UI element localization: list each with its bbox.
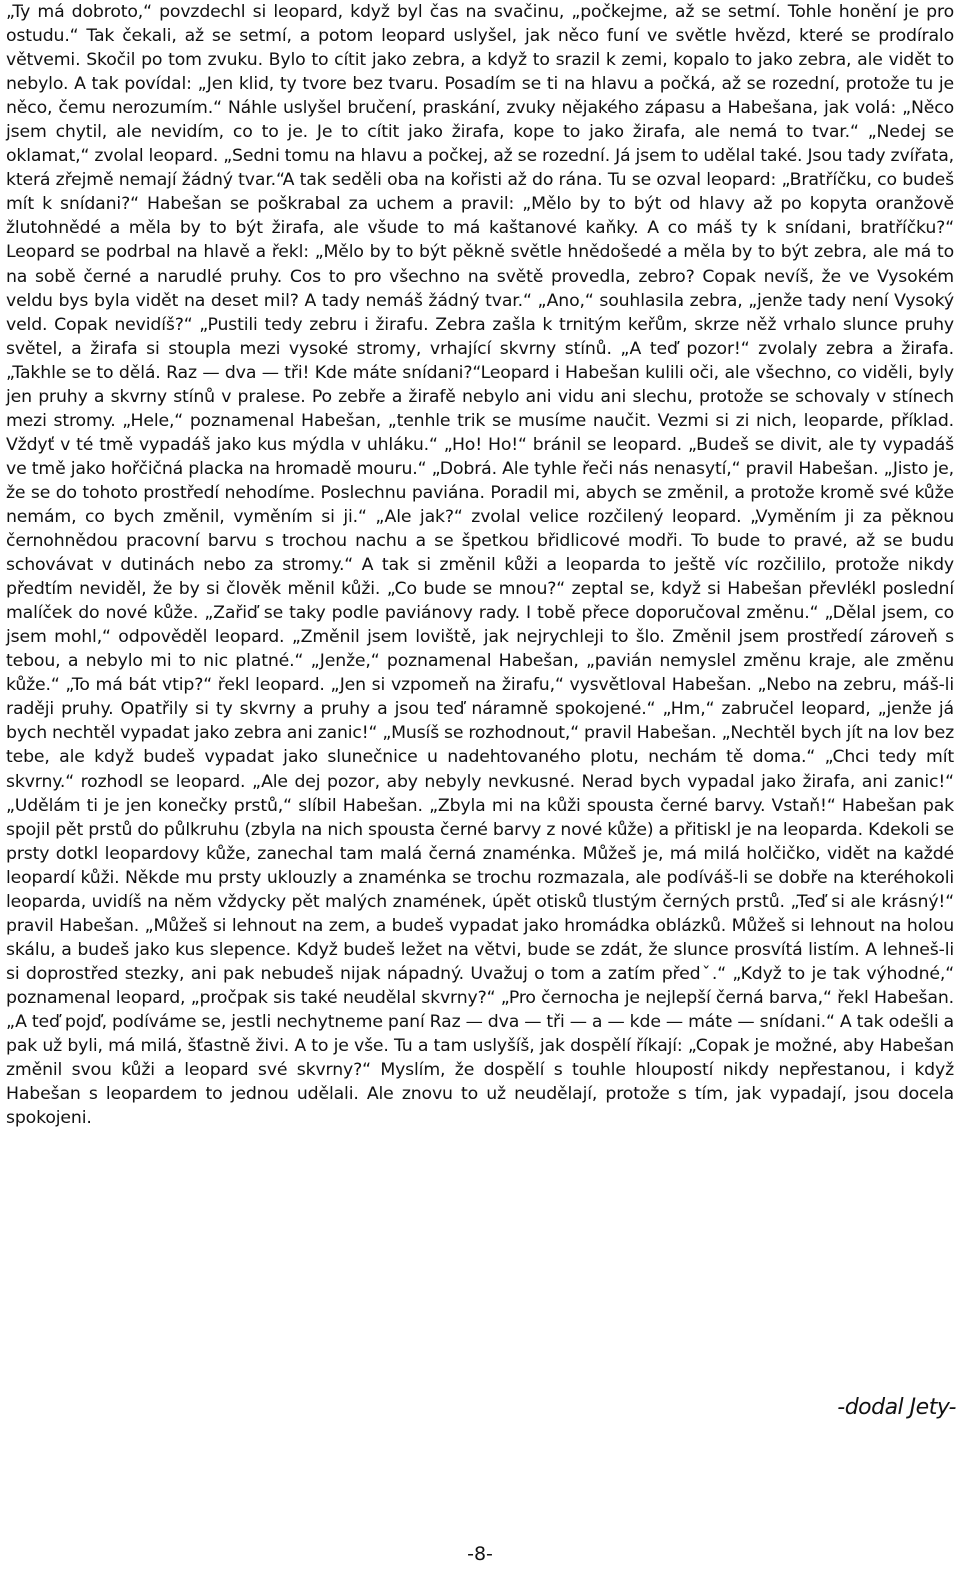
story-paragraph: „Ty má dobroto,“ povzdechl si leopard, když byl čas na svačinu, „počkejme, až se setmí. Tohle honění je pro ostudu.“ Tak čekali, až se setmí, a potom leopard uslyšel, jak něco funí ve světle hvězd, které se prodíralo větvemi. Skočil po tom zvuku. Bylo to cítit jako zebra, a když to srazil k zemi, kopalo to jako zebra, ale vidět to nebylo. A tak povídal: „Jen klid, ty tvore bez tvaru. Posadím se ti na hlavu a počká, až se rozední, protože tu je něco, čemu nerozumím.“ Náhle uslyšel bručení, praskání, zvuky nějakého zápasu a Habešana, jak volá: „Něco jsem chytil, ale nevidím, co to je. Je to cítit jako žirafa, kope to jako žirafa, ale nemá to tvar.“ „Nedej se oklamat,“ zvolal leopard. „Sedni tomu na hlavu a počkej, až se rozední. Já jsem to udělal také. Jsou tady zvířata, která zřejmě nemají žádný tvar.“A tak seděli oba na kořisti až do rána. Tu se ozval leopard: „Bratříčku, co budeš mít k snídani?“ Habešan se poškrabal za uchem a pravil: „Mělo by to být od hlavy až po kopyta oranžově žlutohnědé a měla by to být žirafa, ale všude to má kaštanové kaňky. A co máš ty k snídani, bratříčku?“ Leopard se podrbal na hlavě a řekl: „Mělo by to být pěkně světle hnědošedé a měla by to být zebra, ale má to na sobě černé a narudlé pruhy. Cos to pro všechno na světě provedla, zebro? Copak nevíš, že ve Vysokém veldu bys byla vidět na deset mil? A tady nemáš žádný tvar.“ „Ano,“ souhlasila zebra, „jenže tady není Vysoký veld. Copak nevidíš?“ „Pustili tedy zebru i žirafu. Zebra zašla k trnitým keřům, skrze něž vrhalo slunce pruhy světel, a žirafa si stoupla mezi vysoké stromy, vrhající skvrny stínů. „A teď pozor!“ zvolaly zebra a žirafa. „Takhle se to dělá. Raz — dva — tři! Kde máte snídani?“Leopard i Habešan kulili oči, ale všechno, co viděli, byly jen pruhy a skvrny stínů v pralese. Po zebře a žirafě nebylo ani vidu ani slechu, protože se schovaly v stínech mezi stromy. „Hele,“ poznamenal Habešan, „tenhle trik se musíme naučit. Vezmi si zi nich, leoparde, příklad. Vždyť v té tmě vypadáš jako kus mýdla v uhláku.“ „Ho! Ho!“ bránil se leopard. „Budeš se divit, ale ty vypadáš ve tmě jako hořčičná placka na hromadě mouru.“ „Dobrá. Ale tyhle řeči nás nenasytí,“ pravil Habešan. „Jisto je, že se do tohoto prostředí nehodíme. Poslechnu paviána. Poradil mi, abych se změnil, a protože kromě své kůže nemám, co bych změnil, vyměním si ji.“ „Ale jak?“ zvolal velice rozčilený leopard. „Vyměním ji za pěknou černohnědou pracovní barvu s trochou nachu a se špetkou břidlicové modři. To bude to pravé, až se budu schovávat v dutinách nebo za stromy.“ A tak si změnil kůži a leoparda to ještě víc rozčililo, protože nikdy předtím neviděl, že by si člověk měnil kůži. „Co bude se mnou?“ zeptal se, když si Habešan převlékl poslední malíček do nové kůže. „Zařiď se taky podle paviánovy rady. I tobě přece doporučoval změnu.“ „Dělal jsem, co jsem mohl,“ odpověděl leopard. „Změnil jsem loviště, jak nejrychleji to šlo. Změnil jsem prostředí zároveň s tebou, a nebylo mi to nic platné.“ „Jenže,“ poznamenal Habešan, „pavián nemyslel změnu kraje, ale změnu kůže.“ „To má bát vtip?“ řekl leopard. „Jen si vzpomeň na žirafu,“ vysvětloval Habešan. „Nebo na zebru, máš-li raději pruhy. Opatřily si ty skvrny a pruhy a jsou teď náramně spokojené.“ „Hm,“ zabručel leopard, „jenže já bych nechtěl vypadat jako zebra ani zanic!“ „Musíš se rozhodnout,“ pravil Habešan. „Nechtěl bych jít na lov bez tebe, ale když budeš vypadat jako slunečnice u nadehtovaného plotu, nechám tě doma.“ „Chci tedy mít skvrny.“ rozhodl se leopard. „Ale dej pozor, aby nebyly nevkusné. Nerad bych vypadal jako žirafa, ani zanic!“ „Udělám ti je jen konečky prstů,“ slíbil Habešan. „Zbyla mi na kůži spousta černé barvy. Vstaň!“ Habešan pak spojil pět prstů do půlkruhu (zbyla na nich spousta černé barvy z nové kůže) a přitiskl je na leoparda. Kdekoli se prsty dotkl leopardovy kůže, zanechal tam malá černá znaménka. Můžeš je, má milá holčičko, vidět na každé leopardí kůži. Někde mu prsty uklouzly a znaménka se trochu rozmazala, ale podíváš-li se dobře na kteréhokoli leoparda, uvidíš na něm vždycky pět malých znamének, úpět otisků tlustým černých prstů. „Teď si ale krásný!“ pravil Habešan. „Můžeš si lehnout na zem, a budeš vypadat jako hromádka oblázků. Můžeš si lehnout na holou skálu, a budeš jako kus slepence. Když budeš ležet na větvi, bude se zdát, že slunce prosvítá listím. A lehneš-li si doprostřed stezky, ani pak nebudeš nijak nápadný. Uvažuj o tom a zatím předˇ.“ „Když to je tak výhodné,“ poznamenal leopard, „pročpak sis také neudělal skvrny?“ „Pro černocha je nejlepší černá barva,“ řekl Habešan. „A teď pojď, podíváme se, jestli nechytneme paní Raz — dva — tři — a — kde — máte — snídani.“ A tak odešli a pak už byli, má milá, šťastně živi. A to je vše. Tu a tam uslyšíš, jak dospělí říkají: „Copak je možné, aby Habešan změnil svou kůži a leopard své skvrny?“ Myslím, že dospělí s touhle hloupostí nikdy nepřestanou, i když Habešan s leopardem to jednou udělali. Ale znovu to už neudělají, protože s tím, jak vypadají, jsou docela spokojeni. xyxy=(6,2,954,1129)
author-signature: -dodal Jety- xyxy=(837,1395,956,1420)
page-number: -8- xyxy=(467,1543,493,1565)
